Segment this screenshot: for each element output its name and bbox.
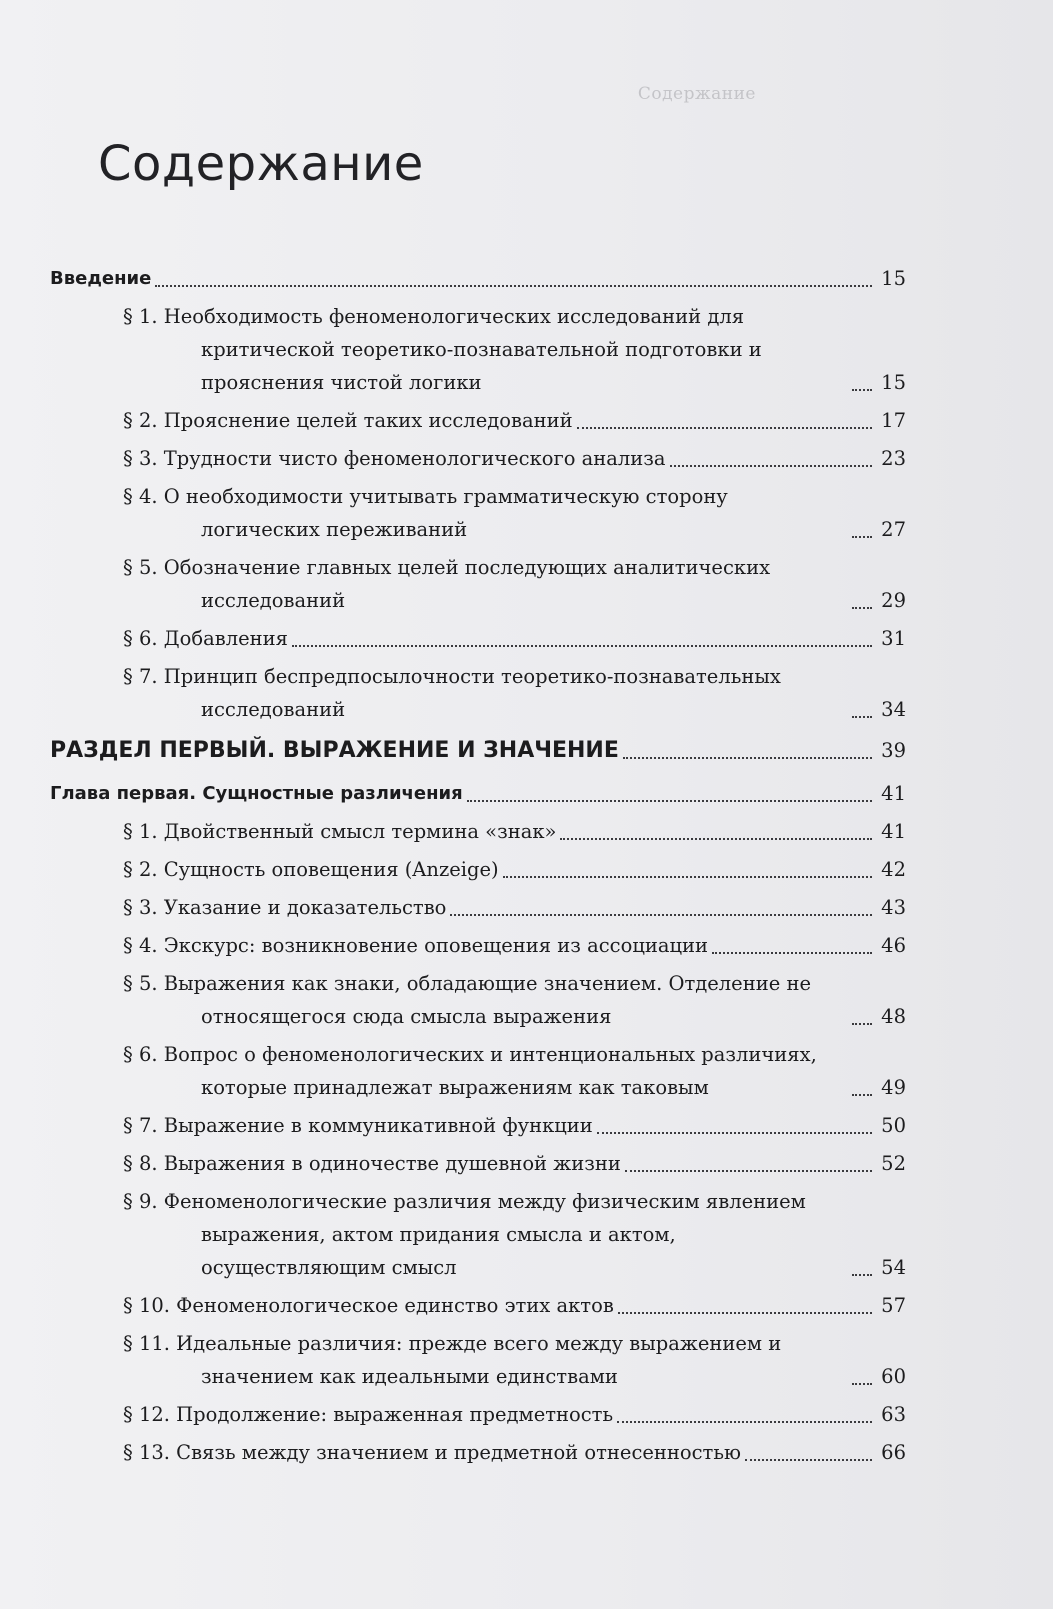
toc-page-number: 39 <box>881 739 906 762</box>
dot-leader <box>450 914 872 916</box>
toc-entry-title: РАЗДЕЛ ПЕРВЫЙ. ВЫРАЖЕНИЕ И ЗНАЧЕНИЕ <box>50 738 619 763</box>
toc-page-number: 57 <box>881 1294 906 1317</box>
dot-leader <box>712 952 872 954</box>
dot-leader <box>623 757 872 759</box>
toc-page-number: 46 <box>881 934 906 957</box>
toc-chapter-entry[interactable] <box>50 777 906 810</box>
toc-entry-title: § 8. Выражения в одиночестве душевной жизни <box>123 1152 621 1175</box>
toc-entry-title: § 4. Экскурс: возникновение оповещения из ассоциации <box>123 934 709 957</box>
dot-leader <box>852 1094 872 1096</box>
toc-page-number: 34 <box>881 698 906 721</box>
toc-page-number: 41 <box>881 782 906 805</box>
toc-section-entry[interactable] <box>50 551 906 617</box>
dot-leader <box>618 1312 872 1314</box>
toc-section-entry[interactable] <box>50 1038 906 1104</box>
toc-section-entry[interactable] <box>50 853 906 886</box>
toc-entry-title: § 5. Обозначение главных целей последующих аналитических исследований <box>123 556 771 612</box>
toc-entry-title: § 12. Продолжение: выраженная предметность <box>123 1403 614 1426</box>
toc-section-entry[interactable] <box>50 404 906 437</box>
toc-section-entry[interactable] <box>50 1398 906 1431</box>
toc-section-entry[interactable] <box>50 660 906 726</box>
toc-entry-title: § 3. Трудности чисто феноменологического анализа <box>123 447 666 470</box>
toc-page-number: 27 <box>881 518 906 541</box>
toc-page-number: 54 <box>881 1256 906 1279</box>
toc-page-number: 29 <box>881 589 906 612</box>
toc-page-number: 50 <box>881 1114 906 1137</box>
toc-page-number: 42 <box>881 858 906 881</box>
dot-leader <box>745 1459 872 1461</box>
dot-leader <box>852 1383 872 1385</box>
toc-entry-title: § 6. Добавления <box>123 627 288 650</box>
toc-page-number: 43 <box>881 896 906 919</box>
dot-leader <box>852 1274 872 1276</box>
toc-page-number: 60 <box>881 1365 906 1388</box>
dot-leader <box>617 1421 872 1423</box>
toc-entry-title: § 3. Указание и доказательство <box>123 896 447 919</box>
dot-leader <box>670 465 872 467</box>
toc-chapter-entry[interactable] <box>50 262 906 295</box>
dot-leader <box>503 876 872 878</box>
toc-page-number: 17 <box>881 409 906 432</box>
toc-section-entry[interactable] <box>50 815 906 848</box>
toc-entry-title: § 4. О необходимости учитывать грамматическую сторону логических переживаний <box>123 485 728 541</box>
toc-section-entry[interactable] <box>50 1109 906 1142</box>
toc-section-entry[interactable] <box>50 1436 906 1469</box>
dot-leader <box>292 645 872 647</box>
dot-leader <box>852 536 872 538</box>
toc-entry-title: § 11. Идеальные различия: прежде всего между выражением и значением как идеальными единствами <box>123 1332 782 1388</box>
toc-entry-title: § 7. Принцип беспредпосылочности теоретико-познавательных исследований <box>123 665 781 721</box>
book-page <box>50 0 906 1609</box>
dot-leader <box>852 389 872 391</box>
toc-section-entry[interactable] <box>50 967 906 1033</box>
toc-entry-title: § 9. Феноменологические различия между физическим явлением выражения, актом придания смысла и актом, осуществляющим смысл <box>123 1190 806 1279</box>
table-of-contents <box>50 258 906 1474</box>
toc-page-number: 48 <box>881 1005 906 1028</box>
toc-page-number: 63 <box>881 1403 906 1426</box>
toc-entry-title: § 7. Выражение в коммуникативной функции <box>123 1114 593 1137</box>
dot-leader <box>467 800 872 802</box>
toc-page-number: 31 <box>881 627 906 650</box>
toc-page-number: 23 <box>881 447 906 470</box>
toc-page-number: 66 <box>881 1441 906 1464</box>
page-title: Содержание <box>98 136 424 192</box>
toc-page-number: 52 <box>881 1152 906 1175</box>
toc-entry-title: § 2. Прояснение целей таких исследований <box>123 409 573 432</box>
toc-section-entry[interactable] <box>50 300 906 399</box>
toc-section-entry[interactable] <box>50 891 906 924</box>
toc-section-entry[interactable] <box>50 480 906 546</box>
toc-page-number: 15 <box>881 267 906 290</box>
toc-section-entry[interactable] <box>50 1185 906 1284</box>
toc-part-entry[interactable] <box>50 734 906 767</box>
toc-section-entry[interactable] <box>50 1289 906 1322</box>
toc-entry-title: § 5. Выражения как знаки, обладающие значением. Отделение не относящегося сюда смысла выражения <box>123 972 811 1028</box>
toc-entry-title: § 1. Необходимость феноменологических исследований для критической теоретико-познавательной подготовки и прояснения чистой логики <box>123 305 762 394</box>
toc-entry-title: Глава первая. Сущностные различения <box>50 783 463 804</box>
dot-leader <box>852 716 872 718</box>
toc-entry-title: Введение <box>50 268 152 289</box>
toc-section-entry[interactable] <box>50 442 906 475</box>
dot-leader <box>577 427 872 429</box>
toc-section-entry[interactable] <box>50 1147 906 1180</box>
toc-entry-title: § 13. Связь между значением и предметной отнесенностью <box>123 1441 741 1464</box>
toc-entry-title: § 6. Вопрос о феноменологических и интенциональных различиях, которые принадлежат выражениям как таковым <box>123 1043 817 1099</box>
running-head-bleedthrough: Содержание <box>637 84 756 104</box>
toc-page-number: 49 <box>881 1076 906 1099</box>
dot-leader <box>625 1170 872 1172</box>
dot-leader <box>155 285 872 287</box>
toc-section-entry[interactable] <box>50 929 906 962</box>
dot-leader <box>597 1132 872 1134</box>
toc-page-number: 41 <box>881 820 906 843</box>
toc-entry-title: § 2. Сущность оповещения (Anzeige) <box>123 858 499 881</box>
dot-leader <box>852 1023 872 1025</box>
dot-leader <box>560 838 872 840</box>
toc-page-number: 15 <box>881 371 906 394</box>
toc-entry-title: § 1. Двойственный смысл термина «знак» <box>123 820 557 843</box>
toc-entry-title: § 10. Феноменологическое единство этих актов <box>123 1294 614 1317</box>
toc-section-entry[interactable] <box>50 622 906 655</box>
toc-section-entry[interactable] <box>50 1327 906 1393</box>
dot-leader <box>852 607 872 609</box>
